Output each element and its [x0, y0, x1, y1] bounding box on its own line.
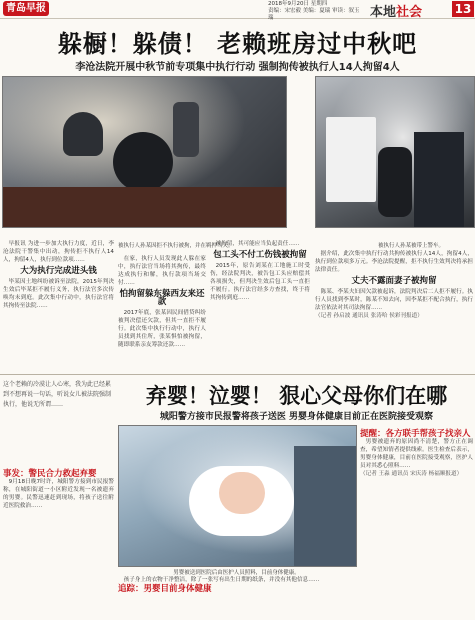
story2-column2 [118, 576, 355, 618]
story1-column3 [210, 240, 310, 370]
story2-photo-baby [118, 425, 357, 567]
story2-tag1: 事发：警民合力救起弃婴 [3, 469, 97, 479]
story1-subtitle4: 丈夫不露面妻子被拘留 [351, 276, 437, 286]
date-line: 2018年9月20日 星期四 [268, 1, 328, 7]
story1-lead: 早报讯 为进一步加大执行力度，近日，李沧法院干警集中出动，拘传拒不执行人14人，拘留4人，执行到位款项…… [3, 241, 114, 263]
section-prefix: 本地 [370, 5, 397, 20]
story1-photo2-caption: 被执行人孙某被带上警车。 [378, 243, 445, 249]
story2-reporters: （记者 王淼 通讯员 宋庆涛 杨福顺报道） [360, 471, 463, 477]
story2-photo-caption: 男婴被送到医院后由医护人员照料，目前身体健康。 [173, 570, 300, 576]
story1-col3-body2: 2015年，原告刘某在工地施工时受伤，经法院判决，被告包工头应赔偿其各项损失，但判决生效后包工头一直拒不履行。执行法官经多方查找，终于将其拘传到庭…… [210, 263, 310, 301]
newspaper-logo: 青岛早报 [3, 1, 49, 16]
story1-subtitle3: 包工头不付工伤钱被拘留 [213, 250, 307, 260]
story1-column1 [3, 240, 114, 370]
section-divider [0, 374, 475, 375]
story1-photo1-caption: 被执行人孙某因拒不执行被拘，并在羁押当天。 [118, 243, 234, 249]
story1-col4-body2: 陈某、李某夫妇因欠款被起诉，法院判决后二人拒不履行。执行人员找到李某时，陈某不知去向，因李某拒不配合执行，执行法官依法对其司法拘留…… [315, 289, 473, 311]
story1-headline: 躲橱！躲债！ 老赖班房过中秋吧 [57, 30, 418, 58]
masthead-date [268, 1, 363, 22]
story1-column2 [118, 255, 206, 370]
story2-col3-body: 男婴被遗弃的原因尚不清楚，警方正在调查，希望知情者提供线索。医生检查后表示，男婴身体健康，目前在医院接受观察，医护人员对其悉心照料…… [360, 439, 473, 469]
story1-col4-body: 据介绍，此次集中执行行动共拘传被执行人14人，拘留4人，执行到位款项多万元。李沧法院提醒，拒不执行生效判决将承担法律责任。 [315, 251, 473, 273]
story2-col2-body: 孩子身上的衣物干净整洁，除了一张写有出生日期的纸条，并没有其他信息…… [123, 577, 320, 583]
story2-tag2: 追踪：男婴目前身体健康 [118, 584, 212, 594]
story1-reporters: （记者 孙启波 通讯员 张涛哈 侯彩刊报道） [315, 313, 423, 319]
story2-subhead: 城阳警方接市民报警将孩子送医 男婴身体健康目前正在医院接受观察 [159, 412, 434, 422]
story2-col1-body: 9月18日晚7时许，城阳警方接到市民报警称，在城阳街道一小区附近发现一名被遗弃的男婴。民警迅速赶到现场，将孩子送往附近医院救治…… [3, 479, 114, 509]
section-title [370, 1, 450, 20]
story1-col3-body: 被拘留，其可能应当负起责任…… [215, 241, 300, 247]
story2-headline: 弃婴！泣婴！ 狠心父母你们在哪 [145, 384, 448, 408]
story1-col2-body2: 2017年底，张某因民间借贷纠纷被判决偿还欠款，但其一直拒不履行。此次集中执行行动中，执行人员找到其住所，张某惧怕被拘留，随即联系亲友筹款还款…… [118, 310, 206, 348]
story1-column4 [315, 250, 473, 372]
story2-pull-quote: 这个老赖的冷漠让人心寒，我为此已经累到不想再说一句话，听说女儿被法院强制执行，他说无所谓…… [3, 381, 112, 408]
story1-col1-body: 毕某因土地纠纷被诉至法院，2015年判决生效后毕某拒不履行义务，执行法官多次传唤均未到庭。此次集中行动中，执行法官将其拘传至法院…… [3, 279, 114, 309]
story1-photo-police-car [315, 76, 475, 228]
story2-tag3: 提醒：各方联手帮孩子找亲人 [360, 429, 471, 439]
story2-column3 [360, 430, 473, 618]
story1-col2-body: 在家，执行人员发现此人躲在家中，执行法官当场将其拘传，最终达成执行和解，执行款项当场交付…… [118, 256, 206, 286]
story1-subhead: 李沧法院开展中秋节前专项集中执行行动 强制拘传被执行人14人拘留4人 [75, 62, 400, 73]
story1-subtitle2: 怕拘留躲东躲西友来还款 [119, 289, 205, 307]
story1-photo-courtroom [2, 76, 287, 228]
story1-subtitle1: 大为执行完成进头钱 [20, 266, 97, 276]
editor-credit-line: 责编：宋宏毅 美编：夏瑞 审读：叙玉瑞 [268, 8, 360, 21]
story2-column1 [3, 470, 114, 618]
section-hot: 社会 [396, 5, 423, 20]
page-number: 13 [452, 1, 474, 17]
